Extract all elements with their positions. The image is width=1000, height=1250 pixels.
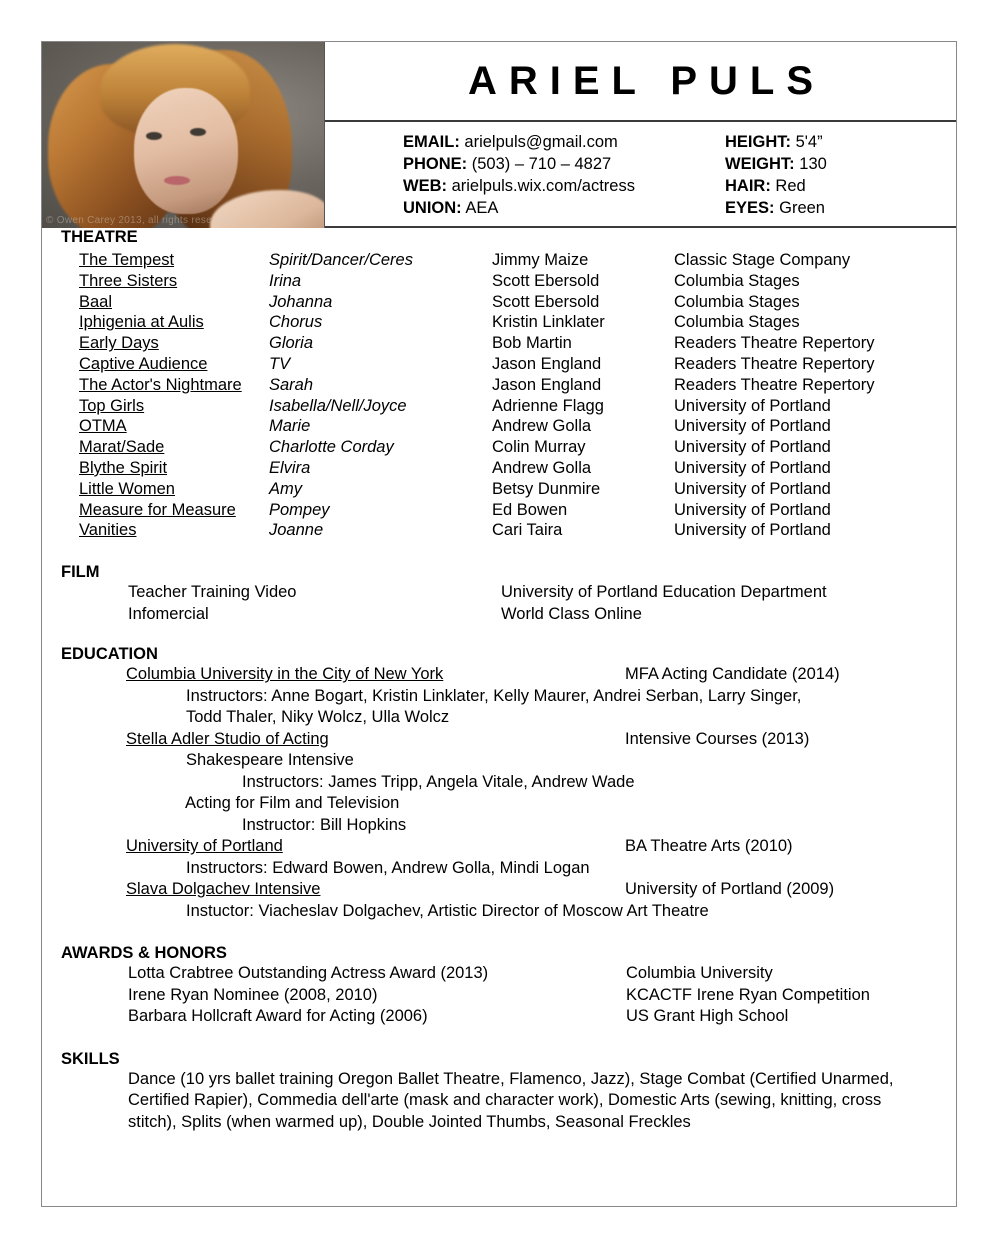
theatre-company: University of Portland	[674, 458, 831, 477]
theatre-show-title-text: Baal	[79, 292, 113, 311]
education-entry-header	[42, 879, 956, 901]
contact-item-value: Green	[779, 199, 825, 217]
contact-item	[725, 153, 956, 175]
theatre-company: University of Portland	[674, 396, 831, 415]
resume-page	[41, 41, 957, 1207]
resume-body	[42, 228, 956, 1133]
contact-item-value: 5'4”	[795, 133, 823, 151]
contact-item-value: Red	[775, 177, 806, 195]
theatre-show-title-text: The Actor's Nightmare	[79, 375, 242, 394]
theatre-show-title	[42, 416, 269, 437]
theatre-role: TV	[269, 354, 291, 373]
table-row	[42, 604, 956, 626]
contact-item-key: UNION:	[403, 199, 462, 217]
education-entries-list	[42, 664, 956, 922]
photo-watermark: © Owen Carey 2013, all rights reserved	[46, 215, 233, 226]
theatre-show-title-text: The Tempest	[79, 251, 175, 269]
section-heading-skills: SKILLS	[61, 1049, 120, 1068]
contact-item-value: AEA	[465, 199, 499, 217]
award-organization: KCACTF Irene Ryan Competition	[626, 985, 870, 1004]
education-school	[126, 729, 625, 751]
award-organization: Columbia University	[626, 964, 773, 983]
award-name: Irene Ryan Nominee (2008, 2010)	[128, 985, 378, 1004]
theatre-director: Ed Bowen	[492, 500, 568, 519]
education-detail-line: Instructors: Edward Bowen, Andrew Golla, Mindi Logan	[186, 858, 590, 877]
award-name: Lotta Crabtree Outstanding Actress Award (2013)	[128, 964, 489, 983]
theatre-company: University of Portland	[674, 521, 831, 540]
education-school	[126, 664, 625, 686]
contact-item	[725, 175, 956, 197]
theatre-director: Colin Murray	[492, 438, 586, 457]
film-credits-list	[42, 582, 956, 625]
education-entry-header	[42, 729, 956, 751]
education-school-text: Stella Adler Studio of Acting	[126, 729, 329, 748]
theatre-role: Isabella/Nell/Joyce	[269, 396, 407, 415]
theatre-company: Columbia Stages	[674, 271, 800, 290]
table-row	[42, 458, 956, 479]
contact-item-value: 130	[799, 155, 827, 173]
table-row	[42, 520, 956, 541]
theatre-company: Readers Theatre Repertory	[674, 354, 875, 373]
theatre-role: Marie	[269, 417, 311, 436]
table-row	[42, 479, 956, 500]
table-row	[42, 396, 956, 417]
theatre-show-title-text: Early Days	[79, 334, 159, 353]
theatre-show-title-text: Marat/Sade	[79, 438, 165, 457]
theatre-show-title-text: Captive Audience	[79, 354, 208, 373]
theatre-show-title-text: Vanities	[79, 521, 137, 540]
name-box	[325, 42, 956, 122]
table-row	[42, 582, 956, 604]
section-heading-film: FILM	[61, 563, 100, 582]
contact-item-value: (503) – 710 – 4827	[471, 155, 612, 173]
contact-item	[403, 175, 685, 197]
section-awards	[42, 944, 956, 1028]
awards-list	[42, 963, 956, 1028]
education-school-text: Columbia University in the City of New York	[126, 665, 444, 684]
theatre-show-title-text: Top Girls	[79, 396, 145, 415]
education-degree: Intensive Courses (2013)	[625, 729, 810, 748]
education-school	[126, 879, 625, 901]
table-row	[42, 1006, 956, 1028]
contact-left-column	[325, 131, 685, 226]
education-detail-line: Shakespeare Intensive	[186, 751, 354, 770]
award-organization: US Grant High School	[626, 1007, 789, 1026]
table-row	[42, 354, 956, 375]
theatre-director: Scott Ebersold	[492, 292, 600, 311]
contact-item-value: arielpuls@gmail.com	[464, 133, 618, 151]
contact-item-value: arielpuls.wix.com/actress	[451, 177, 635, 195]
contact-right-column	[685, 131, 956, 226]
theatre-role: Pompey	[269, 500, 330, 519]
theatre-company: Readers Theatre Repertory	[674, 334, 875, 353]
theatre-company: University of Portland	[674, 417, 831, 436]
theatre-director: Betsy Dunmire	[492, 479, 601, 498]
section-heading-awards: AWARDS & HONORS	[61, 944, 227, 963]
theatre-company: University of Portland	[674, 438, 831, 457]
education-school	[126, 836, 625, 858]
theatre-director: Jason England	[492, 375, 602, 394]
theatre-role: Sarah	[269, 375, 314, 394]
theatre-company: Columbia Stages	[674, 292, 800, 311]
table-row	[42, 292, 956, 313]
theatre-director: Jason England	[492, 354, 602, 373]
contact-box	[325, 122, 956, 228]
section-education	[42, 645, 956, 922]
theatre-show-title-text: Three Sisters	[79, 271, 178, 290]
education-detail-line: Instructors: James Tripp, Angela Vitale, Andrew Wade	[242, 772, 635, 791]
education-entry-header	[42, 664, 956, 686]
film-project: Teacher Training Video	[128, 583, 297, 602]
contact-item	[403, 153, 685, 175]
education-school-text: Slava Dolgachev Intensive	[126, 880, 321, 899]
contact-item	[725, 197, 956, 219]
photo-eye-right	[190, 128, 206, 136]
table-row	[42, 312, 956, 333]
section-heading-theatre: THEATRE	[61, 228, 138, 246]
theatre-role: Chorus	[269, 313, 323, 332]
table-row	[42, 416, 956, 437]
table-row	[42, 333, 956, 354]
education-school-text: University of Portland	[126, 837, 283, 856]
theatre-director: Cari Taira	[492, 521, 563, 540]
theatre-role: Charlotte Corday	[269, 438, 394, 457]
theatre-director: Kristin Linklater	[492, 313, 605, 332]
photo-eye-left	[146, 132, 162, 140]
education-degree: MFA Acting Candidate (2014)	[625, 665, 840, 684]
theatre-show-title-text: Measure for Measure	[79, 500, 236, 519]
contact-item-key: HAIR:	[725, 177, 771, 195]
theatre-director: Jimmy Maize	[492, 251, 589, 269]
theatre-credits-list	[42, 250, 956, 541]
table-row	[42, 963, 956, 985]
theatre-show-title	[42, 396, 269, 417]
theatre-role: Joanne	[269, 521, 324, 540]
theatre-company: University of Portland	[674, 500, 831, 519]
film-company: World Class Online	[501, 604, 642, 623]
theatre-show-title	[42, 437, 269, 458]
table-row	[42, 437, 956, 458]
theatre-company: Columbia Stages	[674, 313, 800, 332]
theatre-show-title-text: Blythe Spirit	[79, 458, 168, 477]
contact-item-key: HEIGHT:	[725, 133, 791, 151]
education-detail-line: Instructor: Bill Hopkins	[242, 815, 407, 834]
theatre-role: Spirit/Dancer/Ceres	[269, 251, 413, 269]
theatre-company: University of Portland	[674, 479, 831, 498]
award-name: Barbara Hollcraft Award for Acting (2006)	[128, 1007, 428, 1026]
education-degree: BA Theatre Arts (2010)	[625, 837, 793, 856]
photo-lips	[164, 176, 190, 185]
theatre-role: Amy	[269, 479, 302, 498]
theatre-show-title	[42, 250, 269, 271]
theatre-company: Classic Stage Company	[674, 251, 851, 269]
theatre-show-title	[42, 500, 269, 521]
theatre-show-title	[42, 312, 269, 333]
contact-item-key: WEB:	[403, 177, 447, 195]
theatre-director: Bob Martin	[492, 334, 572, 353]
table-row	[42, 500, 956, 521]
section-theatre	[42, 228, 956, 541]
section-film	[42, 563, 956, 625]
theatre-role: Elvira	[269, 458, 311, 477]
theatre-show-title	[42, 458, 269, 479]
contact-item-key: EYES:	[725, 199, 775, 217]
section-heading-education: EDUCATION	[61, 645, 158, 664]
resume-header	[42, 42, 956, 228]
contact-item	[403, 131, 685, 153]
contact-item-key: WEIGHT:	[725, 155, 795, 173]
table-row	[42, 271, 956, 292]
theatre-show-title	[42, 292, 269, 313]
table-row	[42, 250, 956, 271]
education-degree: University of Portland (2009)	[625, 880, 835, 899]
headshot-photo	[42, 42, 324, 228]
theatre-director: Andrew Golla	[492, 417, 592, 436]
theatre-role: Johanna	[269, 292, 333, 311]
theatre-role: Gloria	[269, 334, 314, 353]
contact-item-key: PHONE:	[403, 155, 468, 173]
theatre-show-title-text: OTMA	[79, 417, 127, 436]
theatre-show-title	[42, 333, 269, 354]
theatre-show-title	[42, 479, 269, 500]
section-skills	[42, 1050, 956, 1134]
table-row	[42, 375, 956, 396]
education-detail-line: Instuctor: Viacheslav Dolgachev, Artistic Director of Moscow Art Theatre	[186, 901, 709, 920]
contact-item	[403, 197, 685, 219]
theatre-show-title	[42, 520, 269, 541]
theatre-director: Scott Ebersold	[492, 271, 600, 290]
theatre-director: Andrew Golla	[492, 458, 592, 477]
film-project: Infomercial	[128, 604, 209, 623]
theatre-show-title	[42, 354, 269, 375]
theatre-role: Irina	[269, 271, 302, 290]
page-title: ARIEL PULS	[467, 58, 826, 103]
theatre-show-title-text: Iphigenia at Aulis	[79, 313, 204, 332]
theatre-company: Readers Theatre Repertory	[674, 375, 875, 394]
education-detail-line: Acting for Film and Television	[185, 794, 400, 813]
skills-paragraph: Dance (10 yrs ballet training Oregon Ballet Theatre, Flamenco, Jazz), Stage Combat (Certified Unarmed, Certified Rapier), Commedia dell'arte (mask and character work), Domestic Arts (sewing, knitting, cross stitch), Splits (when warmed up), Double Jointed Thumbs, Seasonal Freckles	[128, 1069, 894, 1131]
theatre-show-title	[42, 375, 269, 396]
theatre-director: Adrienne Flagg	[492, 396, 604, 415]
film-company: University of Portland Education Department	[501, 583, 827, 602]
education-detail-line: Todd Thaler, Niky Wolcz, Ulla Wolcz	[186, 708, 450, 727]
education-entry-header	[42, 836, 956, 858]
photo-face	[134, 88, 238, 214]
contact-item-key: EMAIL:	[403, 133, 460, 151]
header-right-panel	[324, 42, 956, 228]
education-detail-line: Instructors: Anne Bogart, Kristin Linklater, Kelly Maurer, Andrei Serban, Larry Singer,	[186, 686, 802, 705]
contact-item	[725, 131, 956, 153]
theatre-show-title	[42, 271, 269, 292]
table-row	[42, 985, 956, 1007]
theatre-show-title-text: Little Women	[79, 479, 175, 498]
